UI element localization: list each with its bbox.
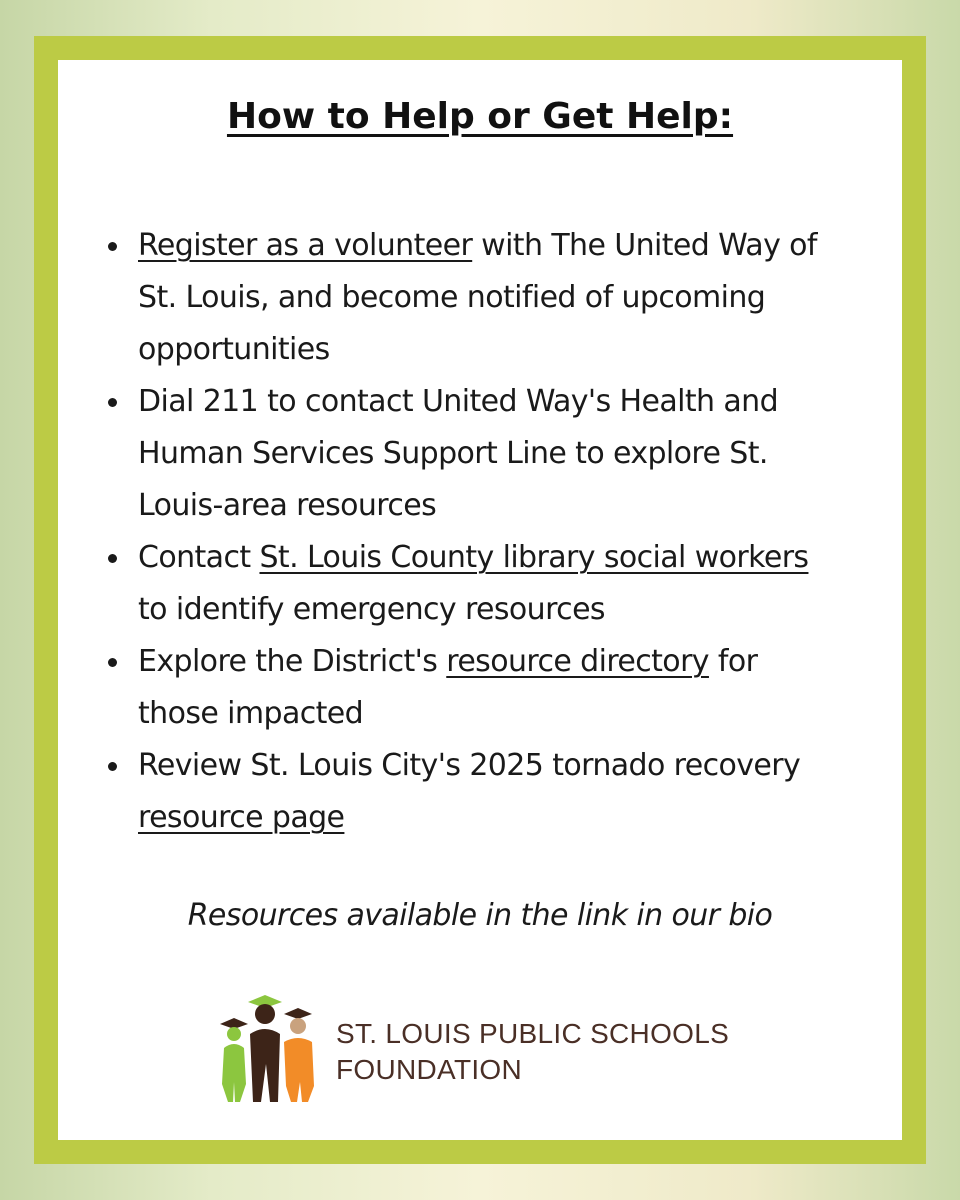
resource-page-link[interactable]: resource page <box>138 800 345 835</box>
body-orange <box>284 1038 314 1102</box>
list-item: Dial 211 to contact United Way's Health and Human Services Support Line to explore St. Louis-area resources <box>104 376 844 532</box>
list-item: Review St. Louis City's 2025 tornado recovery resource page <box>104 740 844 844</box>
foundation-logo <box>218 990 758 1110</box>
help-list <box>104 220 844 844</box>
resource-directory-link[interactable]: resource directory <box>446 644 709 679</box>
page-title: How to Help or Get Help: <box>226 96 734 137</box>
register-volunteer-link[interactable]: Register as a volunteer <box>138 228 473 263</box>
students-figures-icon <box>218 990 328 1110</box>
list-item: Contact St. Louis County library social workers to identify emergency resources <box>104 532 844 636</box>
head-tan <box>290 1018 306 1034</box>
footer-note: Resources available in the link in our bio <box>187 898 773 933</box>
body-brown <box>250 1029 280 1102</box>
library-social-workers-link[interactable]: St. Louis County library social workers <box>259 540 809 575</box>
cap-right <box>284 1008 312 1019</box>
list-item: Explore the District's resource directory for those impacted <box>104 636 844 740</box>
body-green <box>222 1044 246 1102</box>
logo-line-1: ST. LOUIS PUBLIC SCHOOLS <box>336 1018 730 1049</box>
head-brown <box>255 1004 275 1024</box>
list-item: Register as a volunteer with The United Way of St. Louis, and become notified of upcoming opportunities <box>104 220 844 376</box>
logo-line-2: FOUNDATION <box>336 1054 523 1085</box>
head-green <box>227 1027 241 1041</box>
